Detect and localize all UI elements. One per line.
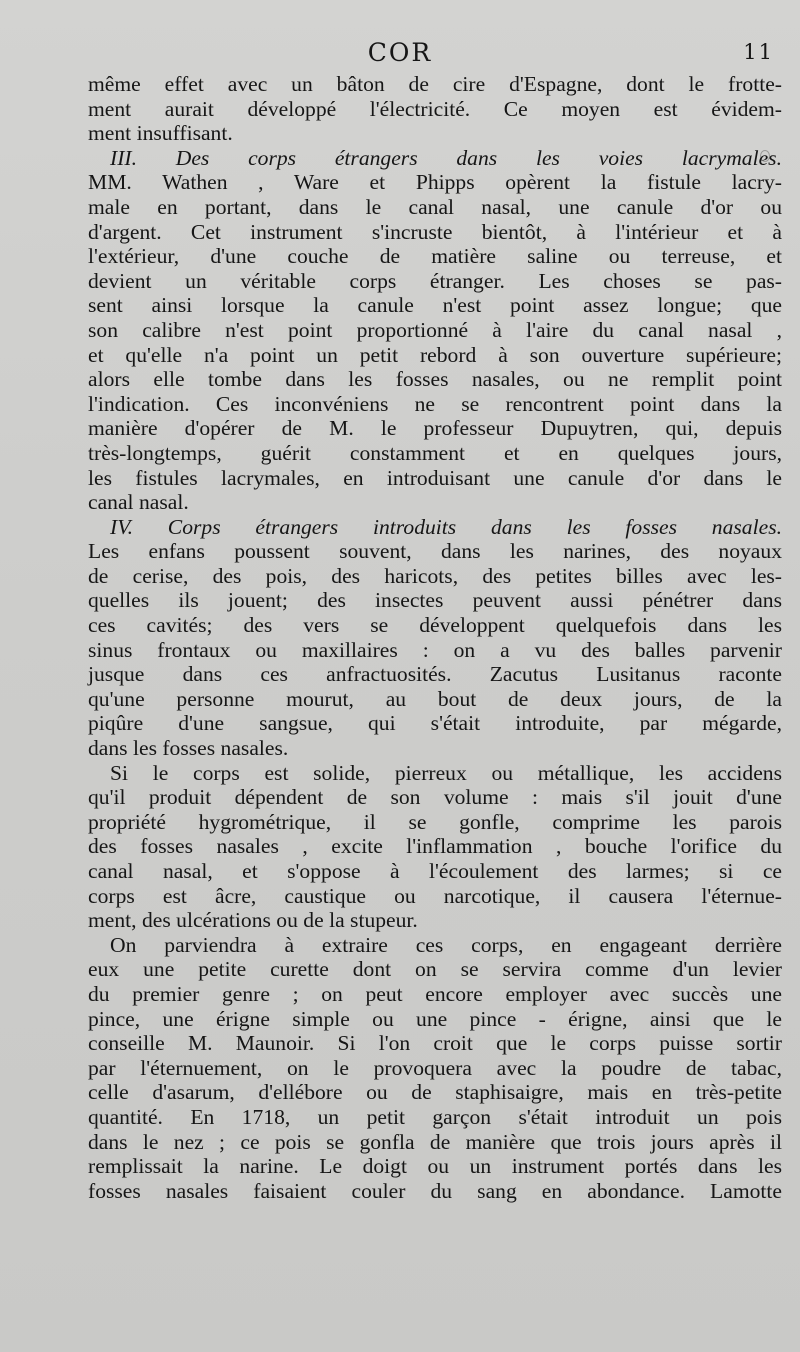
text-line: de cerise, des pois, des haricots, des petites billes avec les- xyxy=(88,563,782,588)
text-line: remplissait la narine. Le doigt ou un instrument portés dans les xyxy=(88,1154,782,1179)
text-line: dans le nez ; ce pois se gonfla de manière que trois jours après il xyxy=(88,1129,782,1154)
text-line: Les enfans poussent souvent, dans les narines, des noyaux xyxy=(88,539,782,564)
text-line: ces cavités; des vers se développent quelquefois dans les xyxy=(88,613,782,638)
text-line: On parviendra à extraire ces corps, en engageant derrière xyxy=(110,932,782,957)
text-line: MM. Wathen , Ware et Phipps opèrent la fistule lacry- xyxy=(88,170,782,195)
text-line: canal nasal. xyxy=(88,490,189,515)
text-line: par l'éternuement, on le provoquera avec la poudre de tabac, xyxy=(88,1055,782,1080)
running-head: COR xyxy=(367,38,433,67)
text-line: du premier genre ; on peut encore employer avec succès une xyxy=(88,981,782,1006)
text-line: les fistules lacrymales, en introduisant une canule d'or dans le xyxy=(88,465,782,490)
text-line: male en portant, dans le canal nasal, une canule d'or ou xyxy=(88,194,782,219)
text-line: eux une petite curette dont on se servira comme d'un levier xyxy=(88,957,782,982)
text-line: quelles ils jouent; des insectes peuvent aussi pénétrer dans xyxy=(88,588,782,613)
text-line: ment, des ulcérations ou de la stupeur. xyxy=(88,908,418,933)
section-heading-iv: IV. Corps étrangers introduits dans les fosses nasales. xyxy=(110,514,782,539)
text-line: d'argent. Cet instrument s'incruste bientôt, à l'intérieur et à xyxy=(88,219,782,244)
text-line: devient un véritable corps étranger. Les choses se pas- xyxy=(88,268,782,293)
page-number: 11 xyxy=(743,40,774,64)
text-line: qu'il produit dépendent de son volume : mais s'il jouit d'une xyxy=(88,785,782,810)
text-line: même effet avec un bâton de cire d'Espagne, dont le frotte- xyxy=(88,72,782,96)
text-line: fosses nasales faisaient couler du sang en abondance. Lamotte xyxy=(88,1178,782,1203)
text-line: alors elle tombe dans les fosses nasales, ou ne remplit point xyxy=(88,367,782,392)
text-line: ment aurait développé l'électricité. Ce moyen est évidem- xyxy=(88,96,782,121)
text-line: celle d'asarum, d'ellébore ou de staphisaigre, mais en très-petite xyxy=(88,1080,782,1105)
text-line: ment insuffisant. xyxy=(88,121,233,146)
text-line: l'extérieur, d'une couche de matière saline ou terreuse, et xyxy=(88,244,782,269)
text-line: canal nasal, et s'oppose à l'écoulement des larmes; si ce xyxy=(88,859,782,883)
text-line: l'indication. Ces inconvéniens ne se rencontrent point dans la xyxy=(88,391,782,416)
text-line: propriété hygrométrique, il se gonfle, comprime les parois xyxy=(88,809,782,834)
text-line: son calibre n'est point proportionné à l'aire du canal nasal , xyxy=(88,317,782,342)
page-header xyxy=(0,38,800,70)
text-line: corps est âcre, caustique ou narcotique, il causera l'éternue- xyxy=(88,883,782,908)
text-line: sent ainsi lorsque la canule n'est point assez longue; que xyxy=(88,293,782,318)
text-line: des fosses nasales , excite l'inflammation , bouche l'orifice du xyxy=(88,834,782,859)
text-line: quantité. En 1718, un petit garçon s'était introduit un pois xyxy=(88,1104,782,1129)
text-line: dans les fosses nasales. xyxy=(88,736,289,761)
text-line: conseille M. Maunoir. Si l'on croit que le corps puisse sortir xyxy=(88,1031,782,1056)
text-line: sinus frontaux ou maxillaires : on a vu des balles parvenir xyxy=(88,637,782,662)
text-line: pince, une érigne simple ou une pince - érigne, ainsi que le xyxy=(88,1006,782,1031)
text-line: très-longtemps, guérit constamment et en quelques jours, xyxy=(88,440,782,465)
text-line: Si le corps est solide, pierreux ou métallique, les accidens xyxy=(110,760,782,785)
section-heading-iii: III. Des corps étrangers dans les voies lacrymales. xyxy=(110,145,782,170)
body-text xyxy=(88,72,782,1203)
text-line: piqûre d'une sangsue, qui s'était introduite, par mégarde, xyxy=(88,711,782,736)
text-line: jusque dans ces anfractuosités. Zacutus Lusitanus raconte xyxy=(88,662,782,687)
text-line: qu'une personne mourut, au bout de deux jours, de la xyxy=(88,686,782,711)
text-line: manière d'opérer de M. le professeur Dupuytren, qui, depuis xyxy=(88,416,782,441)
text-line: et qu'elle n'a point un petit rebord à son ouverture supérieure; xyxy=(88,342,782,367)
